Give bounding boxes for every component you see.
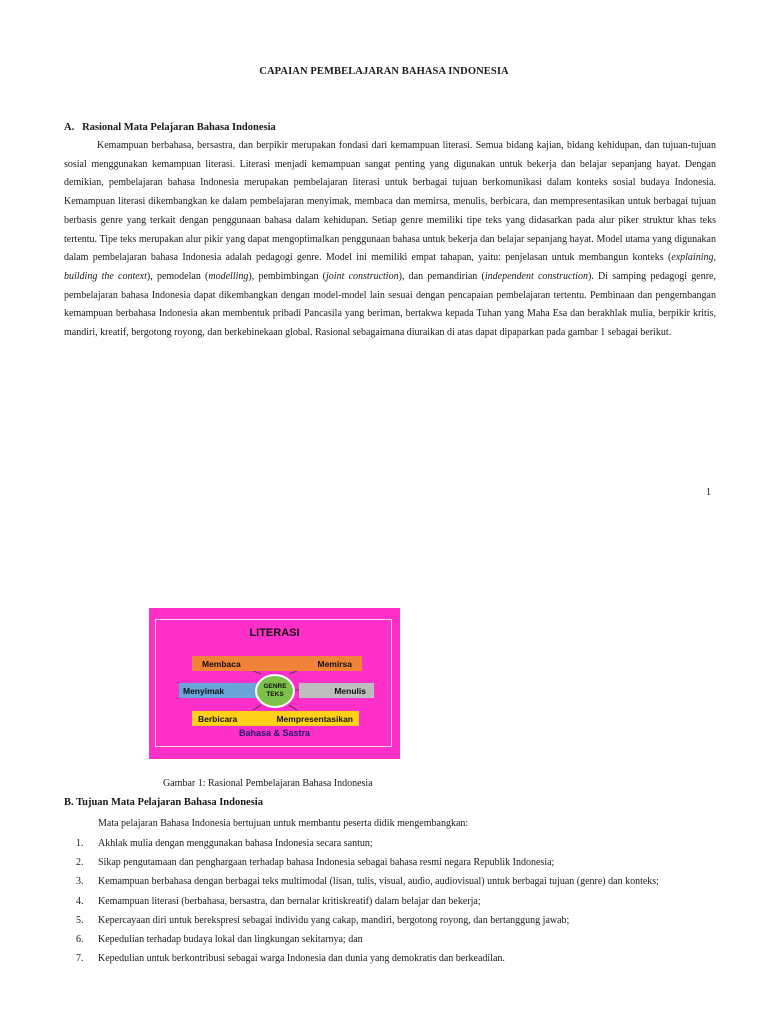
- para-text-1: Kemampuan berbahasa, bersastra, dan berpikir merupakan fondasi dari kemampuan literasi. Semua bidang kajian, bidang kehidupan, dan tujuan-tujuan sosial menggunakan kemampuan literasi. Literasi menjadi kemampuan sangat penting yang digunakan untuk bekerja dan belajar sepanjang hayat. Dengan demikian, pembelajaran bahasa Indonesia merupakan pembelajaran literasi untuk berbagai tujuan berkomunikasi dalam konteks sosial budaya Indonesia. Kemampuan literasi dikembangkan ke dalam pembelajaran menyimak, membaca dan memirsa, menulis, berbicara, dan mempresentasikan untuk berbagai tujuan berbasis genre yang terkait dengan penggunaan bahasa dalam kehidupan. Setiap genre memiliki tipe teks yang didasarkan pada alur piker struktur khas teks tertentu. Tipe teks merupakan alur pikir yang dapat mengoptimalkan penggunaan bahasa untuk bekerja dan belajar sepanjang hayat. Model utama yang digunakan dalam pembelajaran bahasa Indonesia adalah pedagogi genre. Model ini memiliki empat tahapan, yaitu: penjelasan untuk membangun konteks (: [64, 140, 716, 264]
- list-item: [76, 853, 659, 872]
- list-item: [76, 872, 659, 891]
- figure-bar-left: [179, 683, 264, 698]
- list-item-text: Akhlak mulia dengan menggunakan bahasa Indonesia secara santun;: [98, 838, 373, 849]
- label-menulis: Menulis: [334, 685, 366, 696]
- label-teks: TEKS: [266, 691, 284, 698]
- section-b-heading: B. Tujuan Mata Pelajaran Bahasa Indonesia: [64, 797, 263, 808]
- list-item-number: 7.: [76, 953, 84, 965]
- list-item-text: Kepedulian untuk berkontribusi sebagai warga Indonesia dan dunia yang demokratis dan berkeadilan.: [98, 953, 505, 965]
- label-berbicara: Berbicara: [198, 713, 238, 724]
- section-b-intro: Mata pelajaran Bahasa Indonesia bertujuan untuk membantu peserta didik mengembangkan:: [98, 818, 469, 829]
- list-item-text: Sikap pengutamaan dan penghargaan terhadap bahasa Indonesia sebagai bahasa resmi negara Republik Indonesia;: [98, 857, 555, 869]
- list-item: [76, 834, 659, 853]
- list-item-number: 2.: [76, 857, 84, 869]
- label-membaca: Membaca: [202, 658, 241, 669]
- para-text-2: ), pemodelan (: [146, 270, 209, 282]
- goals-list: [76, 834, 659, 968]
- label-memirsa: Memirsa: [317, 658, 352, 669]
- literasi-figure: [149, 608, 400, 759]
- para-italic-1: explaining, building the context: [64, 252, 716, 282]
- section-a-paragraph: [64, 137, 716, 343]
- arrow-bottom-left: [253, 705, 261, 710]
- figure-bar-bottom: [192, 711, 359, 726]
- figure-title: LITERASI: [249, 627, 300, 639]
- document-title: CAPAIAN PEMBELAJARAN BAHASA INDONESIA: [259, 66, 509, 77]
- list-item-text: Kepedulian terhadap budaya lokal dan lingkungan sekitarnya; dan: [98, 934, 363, 946]
- para-text-5: ). Di samping pedagogi genre, pembelajaran bahasa Indonesia dapat dikembangkan dengan model-model lain sesuai dengan pencapaian pembelajaran tertentu. Pembinaan dan pengembangan kemampuan berbahasa Indonesia akan membentuk pribadi Pancasila yang beriman, bertakwa kepada Tuhan yang Maha Esa dan berakhlak mulia, berpikir kritis, mandiri, kreatif, bergotong royong, dan berkebinekaan global. Rasional sebagaimana diuraikan di atas dapat dipaparkan pada gambar 1 sebagai berikut.: [64, 270, 716, 339]
- figure-footer: Bahasa & Sastra: [238, 728, 311, 738]
- label-mempresentasikan: Mempresentasikan: [276, 713, 353, 724]
- figure-bar-top: [192, 656, 362, 671]
- arrow-top-left: [253, 671, 261, 674]
- para-italic-2: modelling: [208, 270, 249, 282]
- list-item: [76, 911, 659, 930]
- section-a-heading: A. Rasional Mata Pelajaran Bahasa Indonesia: [64, 122, 276, 133]
- para-italic-4: independent construction: [484, 270, 588, 282]
- list-item-text: Kepercayaan diri untuk berekspresi sebagai individu yang cakap, mandiri, bergotong royong, dan bertanggung jawab;: [98, 914, 570, 926]
- list-item: [76, 949, 659, 968]
- list-item-number: 4.: [76, 895, 84, 907]
- list-item: [76, 930, 659, 949]
- list-item-number: 6.: [76, 934, 84, 946]
- list-item-number: 3.: [76, 876, 84, 888]
- label-genre: GENRE: [263, 683, 287, 690]
- figure-genre-circle: [255, 674, 295, 708]
- list-item-text: Kemampuan literasi (berbahasa, bersastra, dan bernalar kritiskreatif) dalam belajar dan bekerja;: [98, 895, 481, 907]
- list-item-number: 1.: [76, 838, 84, 849]
- figure-caption: Gambar 1: Rasional Pembelajaran Bahasa Indonesia: [163, 778, 373, 789]
- list-item-text: Kemampuan berbahasa dengan berbagai teks multimodal (lisan, tulis, visual, audio, audiovisual) untuk berbagai tujuan (genre) dan konteks;: [98, 876, 659, 888]
- arrow-top-right: [289, 671, 297, 674]
- list-item-number: 5.: [76, 914, 84, 926]
- para-text-3: ), pembimbingan (: [248, 270, 327, 282]
- para-text-4: ), dan pemandirian (: [398, 270, 485, 282]
- para-italic-3: joint construction: [326, 270, 399, 282]
- figure-bar-right: [299, 683, 374, 698]
- arrow-bottom-right: [289, 705, 297, 710]
- page-number: 1: [706, 487, 711, 498]
- list-item: [76, 892, 659, 911]
- label-menyimak: Menyimak: [183, 685, 225, 696]
